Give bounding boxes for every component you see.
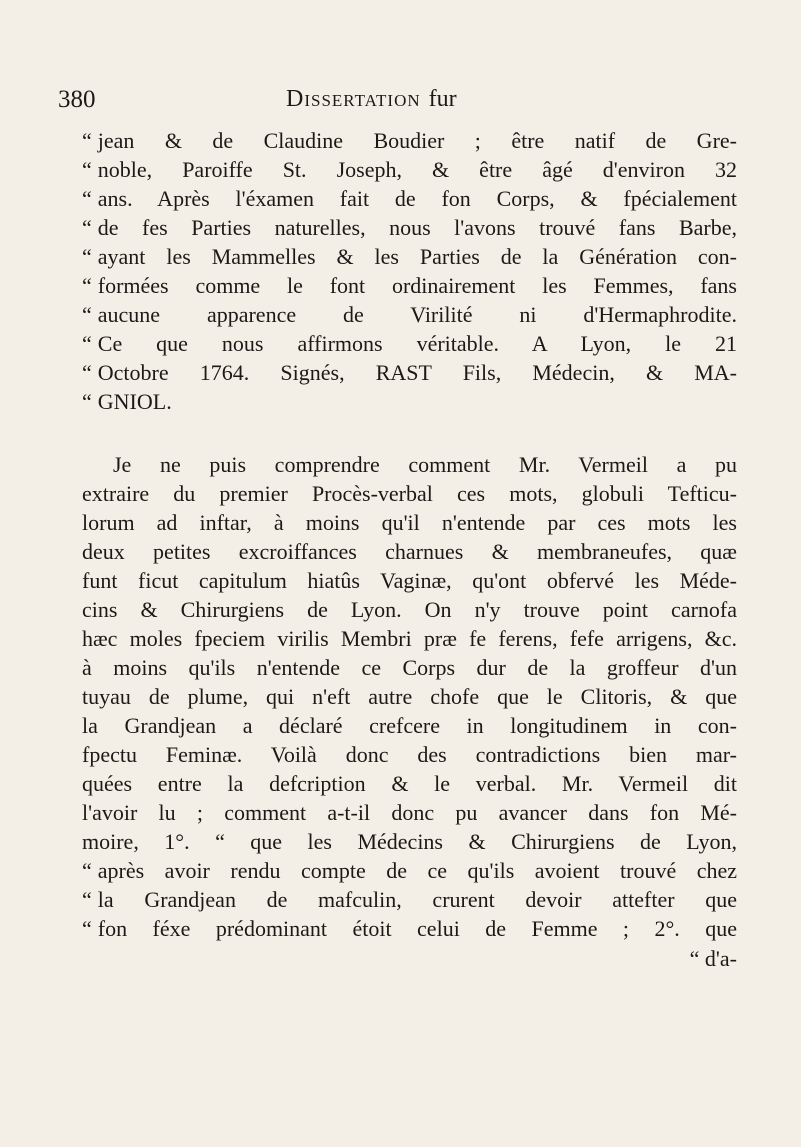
quote-mark: “: [82, 331, 92, 356]
line-text: après avoir rendu compte de ce qu'ils avoient trouvé chez: [97, 858, 737, 883]
text-line: [82, 711, 737, 741]
catchword: [82, 944, 737, 974]
quote-mark: “: [82, 186, 92, 211]
quote-mark: “: [82, 360, 92, 385]
quote-mark: “: [82, 916, 92, 941]
line-text: hæc moles fpeciem virilis Membri præ fe ferens, fefe arrigens, &c.: [82, 626, 737, 651]
line-text: de fes Parties naturelles, nous l'avons trouvé fans Barbe,: [97, 215, 737, 240]
line-text: formées comme le font ordinairement les Femmes, fans: [97, 273, 737, 298]
text-line: [82, 126, 737, 156]
text-line: [82, 624, 737, 654]
line-text: noble, Paroiffe St. Joseph, & être âgé d'environ 32: [97, 157, 737, 182]
line-text: GNIOL.: [97, 389, 172, 414]
text-line: [82, 682, 737, 712]
catchword-text: “ d'a-: [689, 946, 737, 971]
line-text: fpectu Feminæ. Voilà donc des contradictions bien mar-: [82, 742, 737, 767]
running-title-word: Dissertation: [286, 86, 421, 112]
quote-mark: “: [82, 858, 92, 883]
line-text: tuyau de plume, qui n'eft autre chofe que le Clitoris, & que: [82, 684, 737, 709]
text-line: [82, 329, 737, 359]
text-line: [82, 184, 737, 214]
text-line: [82, 885, 737, 915]
text-line: [82, 827, 737, 857]
quote-mark: “: [82, 128, 92, 153]
text-line: [82, 653, 737, 683]
text-line: [82, 242, 737, 272]
text-line: [82, 358, 737, 388]
text-line: [82, 537, 737, 567]
quote-mark: “: [82, 302, 92, 327]
line-text: ayant les Mammelles & les Parties de la Génération con-: [97, 244, 737, 269]
text-line: [82, 479, 737, 509]
line-text: l'avoir lu ; comment a-t-il donc pu avancer dans fon Mé-: [82, 800, 737, 825]
quote-mark: “: [82, 273, 92, 298]
line-text: lorum ad inftar, à moins qu'il n'entende par ces mots les: [82, 510, 737, 535]
line-text: jean & de Claudine Boudier ; être natif de Gre-: [97, 128, 737, 153]
line-text: moire, 1°. “ que les Médecins & Chirurgiens de Lyon,: [82, 829, 737, 854]
line-text: quées entre la defcription & le verbal. Mr. Vermeil dit: [82, 771, 737, 796]
line-text: la Grandjean a déclaré crefcere in longitudinem in con-: [82, 713, 737, 738]
text-line: [82, 508, 737, 538]
quote-mark: “: [82, 215, 92, 240]
text-line: [82, 595, 737, 625]
quote-mark: “: [82, 157, 92, 182]
text-line: [82, 155, 737, 185]
running-header: [58, 86, 758, 120]
text-line: [82, 300, 737, 330]
text-line: [82, 213, 737, 243]
running-title-suffix: fur: [428, 86, 457, 112]
text-line: [82, 271, 737, 301]
text-line: [82, 740, 737, 770]
line-text: cins & Chirurgiens de Lyon. On n'y trouve point carnofa: [82, 597, 737, 622]
line-text: Ce que nous affirmons véritable. A Lyon, le 21: [97, 331, 737, 356]
line-text: funt ficut capitulum hiatûs Vaginæ, qu'ont obfervé les Méde-: [82, 568, 737, 593]
text-line: [82, 798, 737, 828]
page-number: 380: [58, 86, 96, 113]
text-line: [82, 856, 737, 886]
line-text: fon féxe prédominant étoit celui de Femme ; 2°. que: [97, 916, 737, 941]
text-line: [82, 914, 737, 944]
line-text: Je ne puis comprendre comment Mr. Vermeil a pu: [113, 452, 737, 477]
line-text: deux petites excroiffances charnues & membraneufes, quæ: [82, 539, 737, 564]
line-text: ans. Après l'éxamen fait de fon Corps, & fpécialement: [97, 186, 737, 211]
line-text: aucune apparence de Virilité ni d'Hermaphrodite.: [97, 302, 737, 327]
quote-mark: “: [82, 244, 92, 269]
line-text: la Grandjean de mafculin, crurent devoir attefter que: [97, 887, 737, 912]
line-text: Octobre 1764. Signés, RAST Fils, Médecin, & MA-: [97, 360, 737, 385]
line-text: à moins qu'ils n'entende ce Corps dur de la groffeur d'un: [82, 655, 737, 680]
text-line: [82, 769, 737, 799]
quote-mark: “: [82, 389, 92, 414]
paragraph-start-line: [113, 450, 737, 480]
line-text: extraire du premier Procès-verbal ces mots, globuli Tefticu-: [82, 481, 737, 506]
text-line: [82, 387, 737, 417]
running-title: [286, 86, 457, 113]
text-line: [82, 566, 737, 596]
quote-mark: “: [82, 887, 92, 912]
